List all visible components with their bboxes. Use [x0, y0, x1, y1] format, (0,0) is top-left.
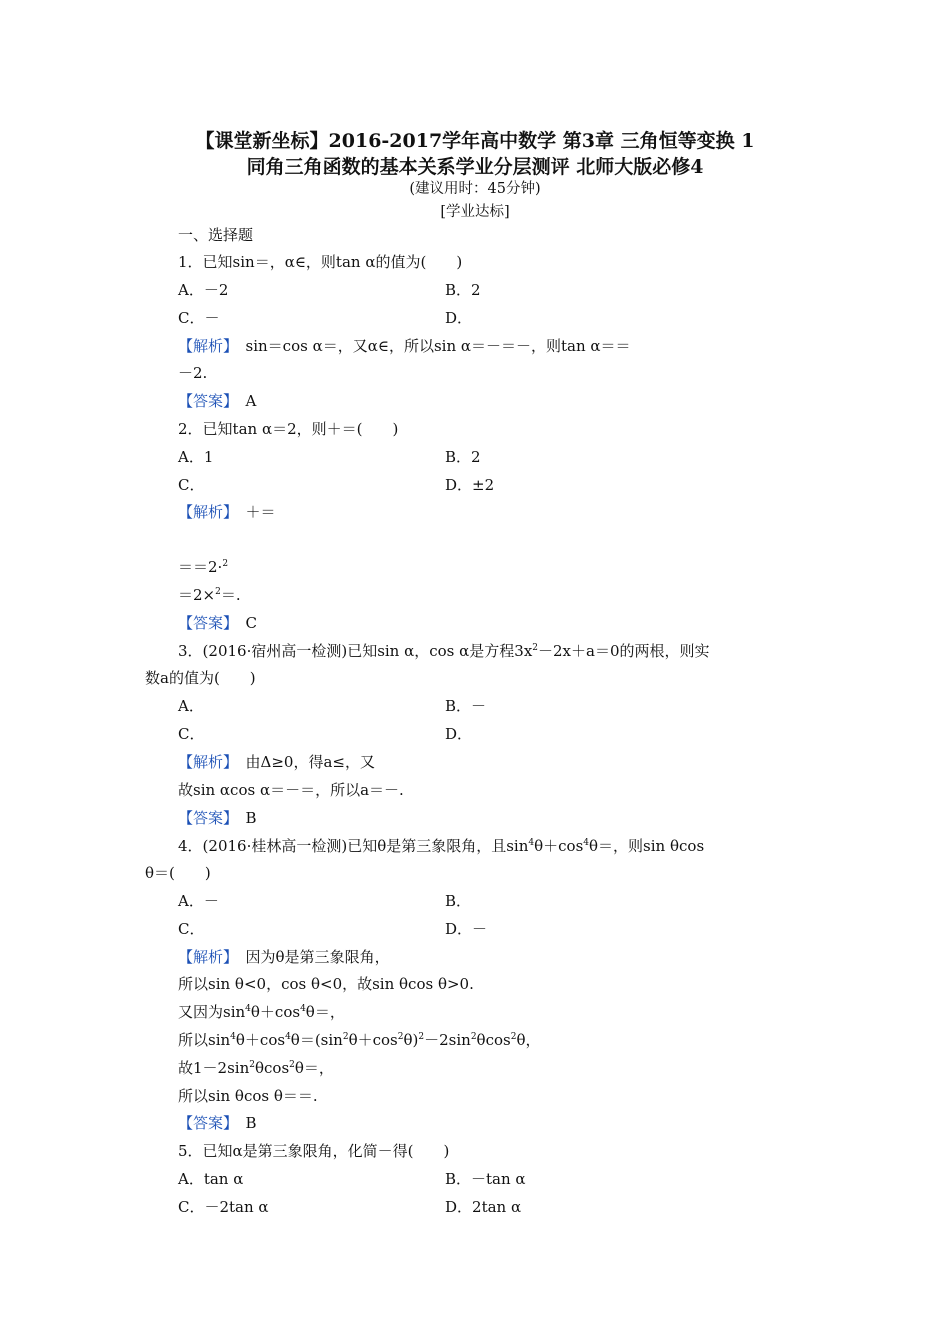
answer-tag: 【答案】: [178, 392, 231, 410]
time-note: (建议用时：45分钟): [409, 181, 541, 197]
q2-option-c: C．: [178, 476, 205, 494]
analysis-tag: 【解析】: [178, 503, 231, 521]
q4-answer: [178, 1113, 257, 1133]
q4-line-5: 故$1-2\sin^2\theta\cos^2\theta=$，: [178, 1059, 334, 1077]
q2-answer: [178, 613, 257, 633]
q2-answer-value: C: [245, 614, 258, 632]
q5-option-c: C．－2tan α: [178, 1198, 269, 1216]
q5-option-d: D．2tan α: [445, 1198, 522, 1216]
q1-option-a: A．－2: [178, 281, 229, 299]
q1-stem: 1．已知sin＝，α∈，则tan α的值为( ): [178, 253, 463, 271]
q4-option-b: B．: [445, 892, 472, 910]
q4-line-6: 所以sin θcos θ＝＝.: [178, 1087, 318, 1105]
part-heading: 一、选择题: [178, 226, 254, 244]
q5-option-a: A．tan α: [178, 1170, 244, 1188]
q3-stem: 3．(2016·宿州高一检测)已知sin α，cos α是方程$3x^2-2x+a=0$的两根，则实: [178, 642, 710, 660]
q4-option-a: A．－: [178, 892, 219, 910]
q3-option-d: D．: [445, 725, 473, 743]
q1-option-d: D．: [445, 309, 473, 327]
q4-line-4: 所以$\sin^4\theta+\cos^4\theta=(\sin^2\theta+\cos^2\theta)^2-2\sin^2\theta\cos^2\theta$，: [178, 1031, 541, 1049]
title-line-2: 同角三角函数的基本关系学业分层测评 北师大版必修4: [246, 156, 704, 178]
q1-answer-value: A: [245, 392, 257, 410]
q5-stem: 5．已知α是第三象限角，化简－得( ): [178, 1142, 450, 1160]
q2-calc-2: ＝2×$^2$＝.: [178, 586, 241, 604]
answer-tag: 【答案】: [178, 614, 231, 632]
title-line-1: 【课堂新坐标】2016-2017学年高中数学 第3章 三角恒等变换 1: [195, 130, 755, 152]
analysis-tag: 【解析】: [178, 337, 231, 355]
answer-tag: 【答案】: [178, 1114, 231, 1132]
q3-analysis-text: 由Δ≥0，得a≤，又: [245, 753, 375, 771]
q2-stem: 2．已知tan α＝2，则＋＝( ): [178, 420, 399, 438]
q3-answer-value: B: [245, 809, 257, 827]
q1-analysis-text: sin＝cos α＝，又α∈，所以sin α＝－＝－，则tan α＝＝: [245, 337, 631, 355]
q3-analysis: [178, 752, 375, 772]
q1-analysis-cont: －2.: [178, 364, 208, 382]
q3-option-c: C．: [178, 725, 205, 743]
q2-analysis-text: ＋＝: [245, 503, 276, 521]
q4-answer-value: B: [245, 1114, 257, 1132]
q1-analysis: [178, 336, 631, 356]
q1-option-c: C．－: [178, 309, 220, 327]
q4-analysis-text: 因为θ是第三象限角，: [245, 948, 390, 966]
q2-analysis: [178, 502, 276, 522]
q1-answer: [178, 391, 256, 411]
q2-option-a: A．1: [178, 448, 214, 466]
q4-option-c: C．: [178, 920, 205, 938]
q4-stem-cont: θ＝( ): [145, 864, 211, 882]
q2-calc-1: ＝＝2·$^2$: [178, 558, 229, 576]
analysis-tag: 【解析】: [178, 948, 231, 966]
q2-option-b: B．2: [445, 448, 481, 466]
answer-tag: 【答案】: [178, 809, 231, 827]
q3-option-b: B．－: [445, 697, 487, 715]
q1-option-b: B．2: [445, 281, 481, 299]
q3-option-a: A．: [178, 697, 204, 715]
q4-line-3: 又因为$\sin^4\theta+\cos^4\theta=$，: [178, 1003, 345, 1021]
q3-analysis-cont: 故sin αcos α＝－＝，所以a＝－.: [178, 781, 404, 799]
analysis-tag: 【解析】: [178, 753, 231, 771]
q2-option-d: D．±2: [445, 476, 495, 494]
q4-analysis: [178, 947, 390, 967]
q4-line-2: 所以sin θ<0，cos θ<0，故sin θcos θ>0.: [178, 975, 474, 993]
section-heading: [学业达标]: [440, 204, 510, 220]
q5-option-b: B．－tan α: [445, 1170, 526, 1188]
q4-option-d: D．－: [445, 920, 488, 938]
q3-answer: [178, 808, 257, 828]
q4-stem: 4．(2016·桂林高一检测)已知θ是第三象限角，且$\sin^4\theta+\cos^4\theta=$，则sin θcos: [178, 837, 705, 855]
q3-stem-cont: 数a的值为( ): [145, 669, 256, 687]
